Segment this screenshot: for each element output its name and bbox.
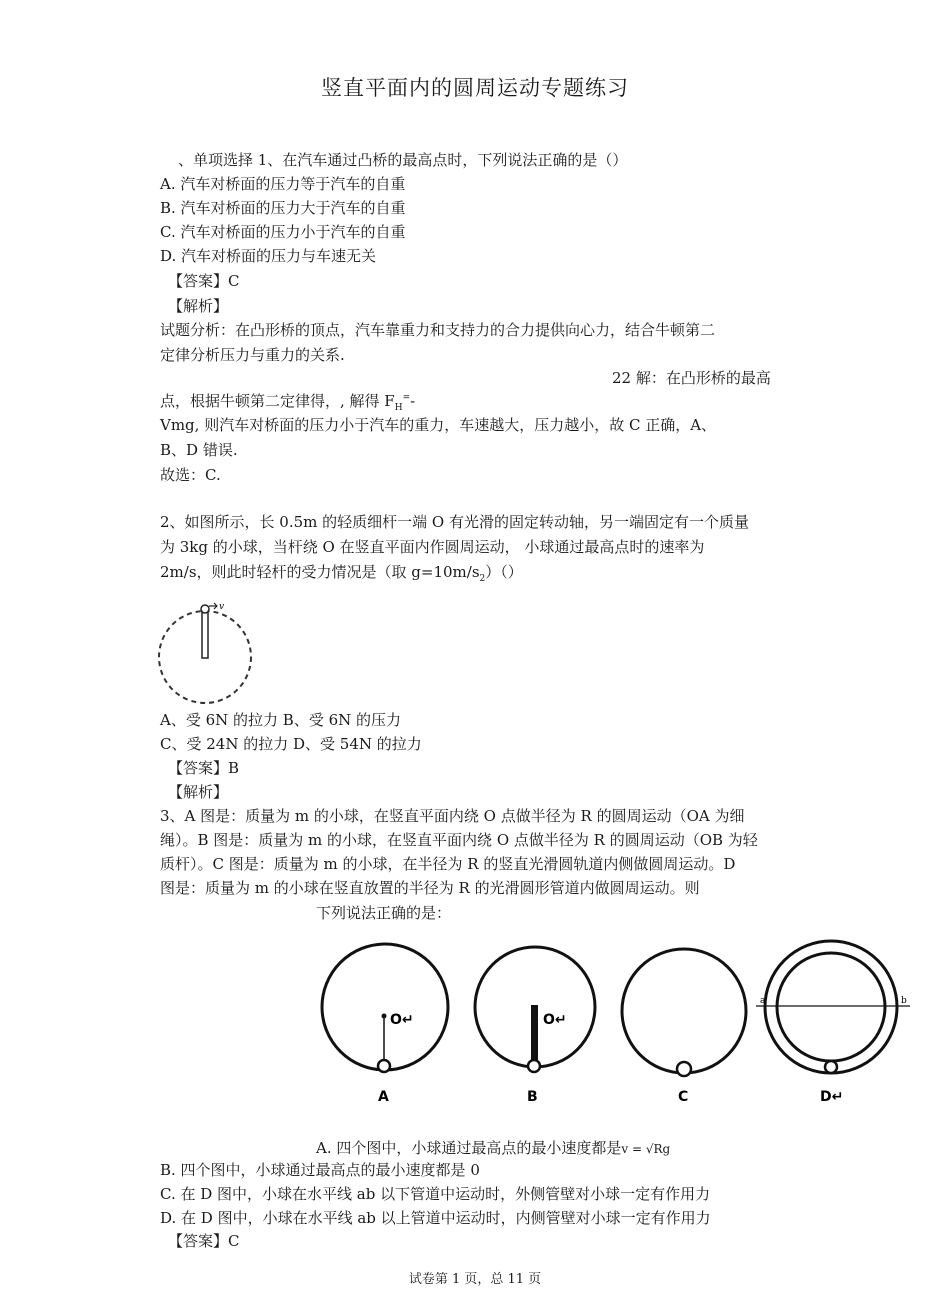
q2-options-line-1: A、受 6N 的拉力 B、受 6N 的压力 — [160, 711, 402, 729]
q3-stem-line-2: 绳）。B 图是：质量为 m 的小球，在竖直平面内绕 O 点做半径为 R 的圆周运动（OB 为轻 — [160, 831, 758, 849]
q1-option-a: A. 汽车对桥面的压力等于汽车的自重 — [160, 175, 406, 193]
q2-analysis-label: 【解析】 — [168, 783, 229, 801]
q1-analysis-label: 【解析】 — [168, 297, 229, 315]
fig-d-b-label: b — [901, 996, 907, 1006]
q1-stem: 、单项选择 1、在汽车通过凸桥的最高点时，下列说法正确的是（） — [178, 151, 628, 169]
q3-stem-tail: 下列说法正确的是： — [316, 904, 452, 922]
q2-stem-line-3: 2m/s，则此时轻杆的受力情况是（取 $g=10m/s_2)()$ — [160, 563, 523, 584]
q1-analysis-line-1: 试题分析：在凸形桥的顶点，汽车靠重力和支持力的合力提供向心力，结合牛顿第二 — [160, 321, 716, 339]
q3-four-circles-figure — [320, 935, 920, 1115]
q2-options-line-2: C、受 24N 的拉力 D、受 54N 的拉力 — [160, 735, 422, 753]
q2-stem-line-1: 2、如图所示，长 0.5m 的轻质细杆一端 O 有光滑的固定转动轴，另一端固定有一个质量 — [160, 513, 749, 531]
fig-c-ball — [677, 1062, 691, 1076]
fig-d-ball — [825, 1061, 837, 1073]
q1-solution-left: 点，根据牛顿第二定律得，, 解得 $F_H^=-$ — [160, 392, 416, 413]
fig-a-label: A — [378, 1089, 389, 1105]
q1-analysis-line-2: 定律分析压力与重力的关系. — [160, 346, 345, 364]
fig-b-o-label: O↵ — [543, 1012, 567, 1028]
fig-a-circle — [322, 944, 448, 1070]
q3-option-b: B. 四个图中，小球通过最高点的最小速度都是 0 — [160, 1161, 480, 1179]
q1-option-d: D. 汽车对桥面的压力与车速无关 — [160, 247, 377, 265]
q3-stem-line-1: 3、A 图是：质量为 m 的小球，在竖直平面内绕 O 点做半径为 R 的圆周运动（OA 为细 — [160, 807, 745, 825]
q1-option-c: C. 汽车对桥面的压力小于汽车的自重 — [160, 223, 406, 241]
q3-stem-line-3: 质杆）。C 图是：质量为 m 的小球，在半径为 R 的竖直光滑圆轨道内侧做圆周运动。D — [160, 855, 736, 873]
q1-solution-right: 22 解：在凸形桥的最高 — [612, 369, 771, 387]
page-title: 竖直平面内的圆周运动专题练习 — [321, 76, 629, 100]
q1-option-b: B. 汽车对桥面的压力大于汽车的自重 — [160, 199, 406, 217]
q1-solution-line-3: 故选：C. — [160, 466, 221, 484]
q3-option-a: A. 四个图中，小球通过最高点的最小速度都是v = √Rg — [316, 1139, 671, 1157]
fig-d-a-label: a — [760, 996, 766, 1006]
q2-rod — [202, 612, 208, 658]
q2-ball — [201, 605, 209, 613]
q2-stem-line-2: 为 3kg 的小球，当杆绕 O 在竖直平面内作圆周运动， 小球通过最高点时的速率为 — [160, 538, 705, 556]
fig-a-pivot — [382, 1014, 387, 1019]
fig-a-ball — [378, 1060, 390, 1072]
fig-b-rod — [531, 1005, 538, 1063]
fig-c-circle — [622, 949, 746, 1073]
fig-c-label: C — [678, 1089, 689, 1105]
q3-option-d: D. 在 D 图中，小球在水平线 ab 以上管道中运动时，内侧管壁对小球一定有作用力 — [160, 1209, 711, 1227]
fig-d-outer-circle — [765, 941, 897, 1073]
formula-v-sqrt-rg: v = √Rg — [621, 1142, 671, 1156]
q3-option-c: C. 在 D 图中，小球在水平线 ab 以下管道中运动时，外侧管壁对小球一定有作用力 — [160, 1185, 711, 1203]
q3-answer: 【答案】C — [168, 1232, 240, 1250]
q2-v-label: v — [219, 602, 225, 612]
q1-solution-line-1: Vmg, 则汽车对桥面的压力小于汽车的重力，车速越大，压力越小，故 C 正确，A、 — [160, 416, 717, 434]
fig-d-inner-circle — [777, 953, 885, 1061]
q1-answer: 【答案】C — [168, 272, 240, 290]
fig-d-label: D↵ — [820, 1089, 844, 1105]
fig-a-o-label: O↵ — [390, 1012, 414, 1028]
fig-b-label: B — [527, 1089, 538, 1105]
q1-solution-line-2: B、D 错误. — [160, 441, 238, 459]
q2-rod-circle-figure — [155, 600, 260, 710]
q3-stem-line-4: 图是：质量为 m 的小球在竖直放置的半径为 R 的光滑圆形管道内做圆周运动。则 — [160, 879, 700, 897]
q2-answer: 【答案】B — [168, 759, 240, 777]
fig-b-ball — [528, 1060, 540, 1072]
page-footer: 试卷第 1 页，总 11 页 — [408, 1272, 542, 1287]
